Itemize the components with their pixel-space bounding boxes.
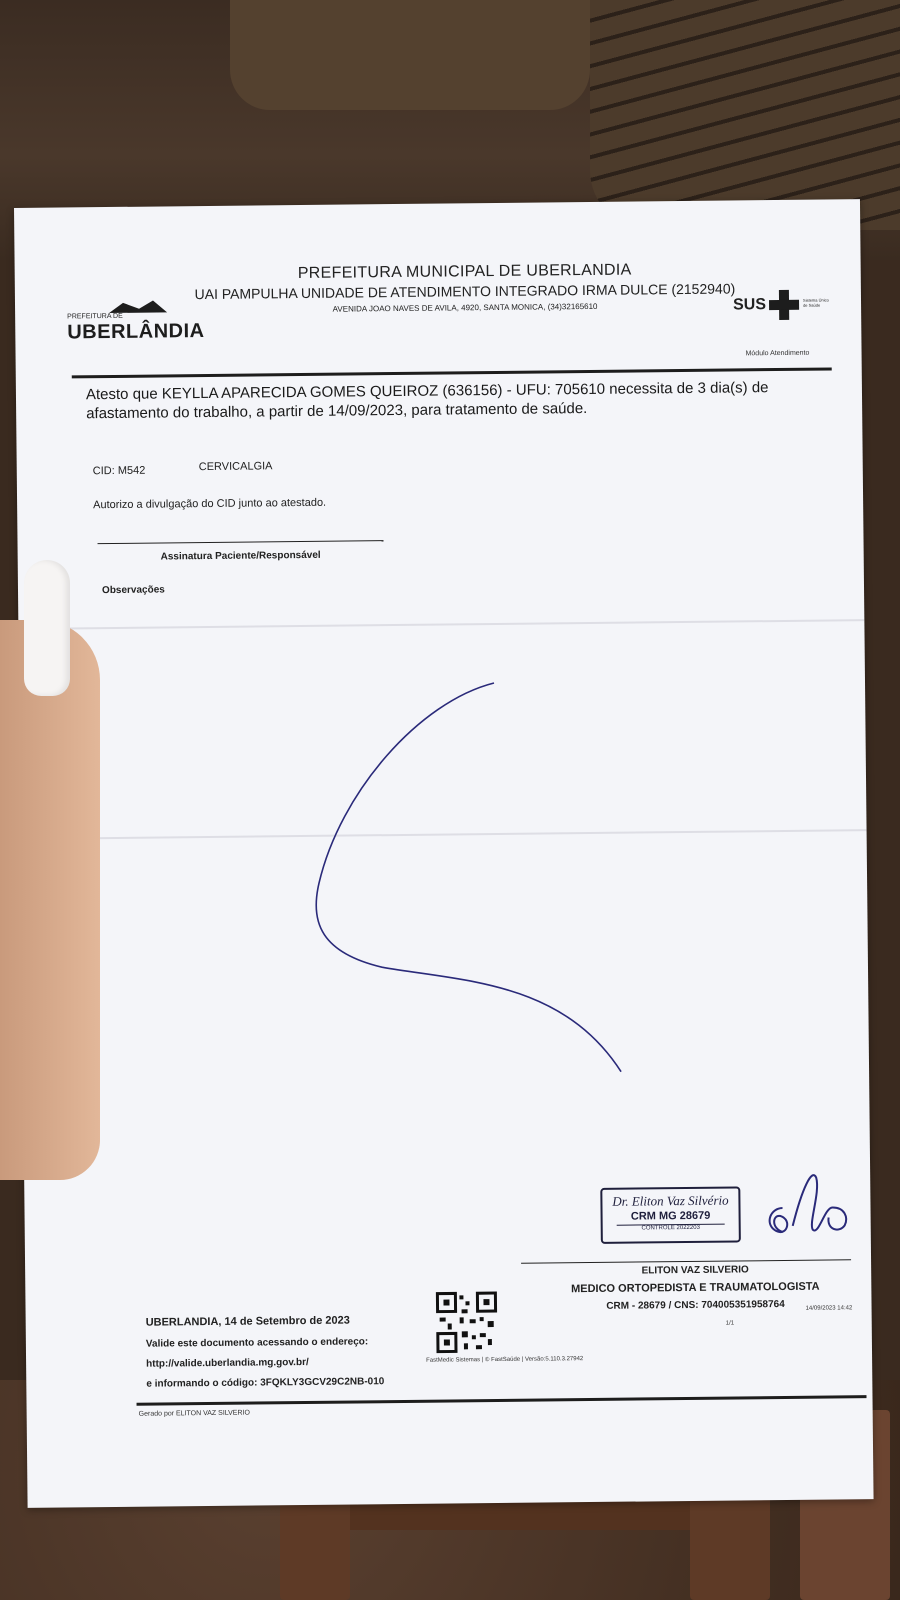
footer-divider — [137, 1395, 867, 1406]
doctor-crm: CRM - 28679 / CNS: 704005351958764 — [606, 1298, 785, 1312]
patient-signature-line — [98, 540, 384, 544]
pen-scribble — [299, 680, 633, 1083]
sus-label: SUS — [732, 296, 767, 314]
doctor-stamp — [600, 1186, 741, 1243]
sus-subtitle: Sistema Único de Saúde — [802, 297, 829, 308]
validation-instruction: Valide este documento acessando o endereço: — [145, 1336, 369, 1350]
header-divider — [72, 367, 832, 378]
patient-signature-label: Assinatura Paciente/Responsável — [160, 549, 321, 563]
header-title: PREFEITURA MUNICIPAL DE UBERLANDIA — [297, 261, 632, 283]
logo-small-text: PREFEITURA DE — [67, 312, 123, 321]
header-unit: UAI PAMPULHA UNIDADE DE ATENDIMENTO INTEGRADO IRMA DULCE (2152940) — [194, 280, 736, 303]
stamp-crm: CRM MG 28679 — [630, 1209, 711, 1223]
software-credit: FastMedic Sistemas | © FastSaúde | Versão:5.110.3.27942 — [426, 1356, 584, 1364]
logo-main-text: UBERLÂNDIA — [67, 320, 205, 344]
header-address: AVENIDA JOAO NAVES DE AVILA, 4920, SANTA MONICA, (34)32165610 — [332, 301, 598, 314]
cid-description: CERVICALGIA — [198, 460, 273, 474]
background-cushion — [230, 0, 590, 110]
generated-by: Gerado por ELITON VAZ SILVERIO — [138, 1409, 250, 1418]
city-date: UBERLANDIA, 14 de Setembro de 2023 — [145, 1314, 350, 1329]
doctor-specialty: MEDICO ORTOPEDISTA E TRAUMATOLOGISTA — [571, 1280, 820, 1296]
medical-certificate — [14, 199, 874, 1508]
cid-code: CID: M542 — [92, 464, 146, 478]
background-pillow — [590, 0, 900, 230]
validation-url: http://valide.uberlandia.mg.gov.br/ — [146, 1356, 309, 1370]
doctor-name: ELITON VAZ SILVERIO — [641, 1264, 749, 1277]
cid-authorization: Autorizo a divulgação do CID junto ao atestado. — [93, 496, 327, 512]
observations-label: Observações — [101, 584, 165, 597]
qr-code-icon — [435, 1291, 498, 1354]
hand-thumb — [0, 620, 100, 1180]
paper-fold — [18, 619, 864, 630]
document-header — [165, 260, 765, 315]
validation-code: e informando o código: 3FQKLY3GCV29C2NB-010 — [146, 1376, 385, 1390]
module-label: Módulo Atendimento — [745, 349, 810, 358]
doctor-signature — [752, 1167, 863, 1248]
stamp-control: CONTROLE 2022203 — [617, 1224, 725, 1232]
sus-cross-icon — [767, 288, 801, 322]
stamp-name: Dr. Eliton Vaz Silvério — [612, 1192, 729, 1209]
certificate-statement: Atesto que KEYLLA APARECIDA GOMES QUEIROZ (636156) - UFU: 705610 necessita de 3 dia(s) de afastamento do trabalho, a partir de 14/09/2023, para tratamento de saúde. — [85, 379, 769, 423]
print-timestamp: 14/09/2023 14:42 — [805, 1305, 853, 1312]
page-number: 1/1 — [725, 1320, 735, 1327]
fingernail — [24, 560, 70, 696]
